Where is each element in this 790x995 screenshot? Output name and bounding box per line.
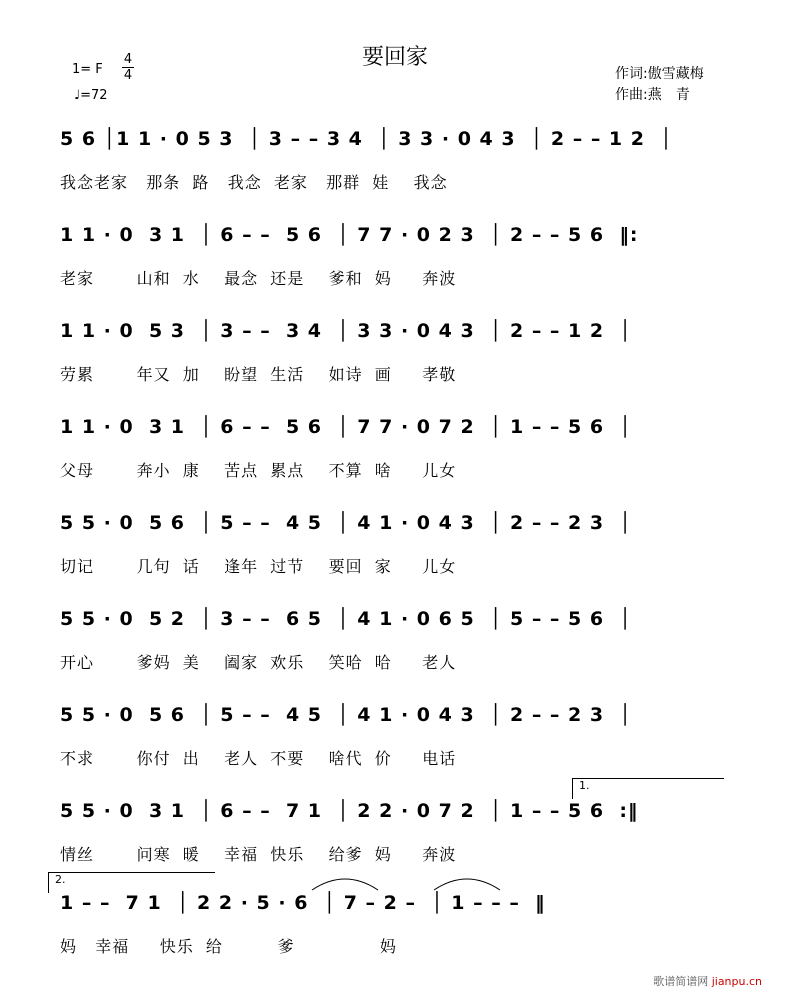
notation-line: 1 1 · 0 3 1 │ 6 – – 5 6 │ 7 7 · 0 2 3 │ 2 – – 5 6 ‖:: [60, 224, 639, 246]
watermark-url: jianpu.cn: [711, 975, 762, 988]
second-ending-bracket: [48, 872, 215, 893]
composer: 作曲:燕 青: [615, 87, 690, 103]
time-signature: [122, 52, 134, 83]
notation-line: 1 – – 7 1 │ 2 2 · 5 · 6 │ 7 – 2 – │ 1 – – – ‖: [60, 892, 546, 914]
score-row: [60, 320, 725, 410]
notation-line: 5 5 · 0 5 2 │ 3 – – 6 5 │ 4 1 · 0 6 5 │ 5 – – 5 6 │: [60, 608, 632, 630]
watermark-site: 歌谱简谱网: [653, 975, 709, 988]
tie-slur: [432, 872, 502, 892]
lyrics-line: 妈 幸福 快乐 给 爹 妈: [60, 937, 397, 956]
lyrics-line: 父母 奔小 康 苦点 累点 不算 啥 儿女: [60, 461, 457, 480]
watermark: [653, 973, 762, 989]
score-row: [60, 892, 725, 982]
score-row: [60, 224, 725, 314]
lyrics-line: 劳累 年又 加 盼望 生活 如诗 画 孝敬: [60, 365, 457, 384]
lyrics-line: 情丝 问寒 暖 幸福 快乐 给爹 妈 奔波: [60, 845, 457, 864]
first-ending-bracket: [572, 778, 724, 799]
notation-line: 5 5 · 0 3 1 │ 6 – – 7 1 │ 2 2 · 0 7 2 │ 1 – – 5 6 :‖: [60, 800, 639, 822]
time-sig-bottom: 4: [123, 68, 133, 83]
second-ending-label: 2.: [55, 873, 66, 886]
key-signature: 1= F: [72, 62, 103, 77]
notation-line: 5 6 │1 1 · 0 5 3 │ 3 – – 3 4 │ 3 3 · 0 4 3 │ 2 – – 1 2 │: [60, 128, 673, 150]
score-row: [60, 512, 725, 602]
notation-line: 1 1 · 0 3 1 │ 6 – – 5 6 │ 7 7 · 0 7 2 │ 1 – – 5 6 │: [60, 416, 632, 438]
notation-line: 5 5 · 0 5 6 │ 5 – – 4 5 │ 4 1 · 0 4 3 │ 2 – – 2 3 │: [60, 704, 632, 726]
credits: [615, 64, 704, 106]
lyrics-line: 开心 爹妈 美 阖家 欢乐 笑哈 哈 老人: [60, 653, 457, 672]
time-sig-top: 4: [123, 52, 133, 67]
tempo-marking: ♩=72: [74, 88, 108, 103]
tie-slur: [310, 872, 380, 892]
first-ending-label: 1.: [579, 779, 590, 792]
lyrics-line: 老家 山和 水 最念 还是 爹和 妈 奔波: [60, 269, 457, 288]
score-row: [60, 128, 725, 218]
song-title: 要回家: [361, 45, 428, 70]
lyrics-line: 切记 几句 话 逢年 过节 要回 家 儿女: [60, 557, 457, 576]
lyricist: 作词:傲雪藏梅: [615, 66, 704, 82]
notation-line: 1 1 · 0 5 3 │ 3 – – 3 4 │ 3 3 · 0 4 3 │ 2 – – 1 2 │: [60, 320, 632, 342]
score-row: [60, 416, 725, 506]
lyrics-line: 不求 你付 出 老人 不要 啥代 价 电话: [60, 749, 457, 768]
score-row: [60, 608, 725, 698]
notation-line: 5 5 · 0 5 6 │ 5 – – 4 5 │ 4 1 · 0 4 3 │ 2 – – 2 3 │: [60, 512, 632, 534]
lyrics-line: 我念老家 那条 路 我念 老家 那群 娃 我念: [60, 173, 448, 192]
